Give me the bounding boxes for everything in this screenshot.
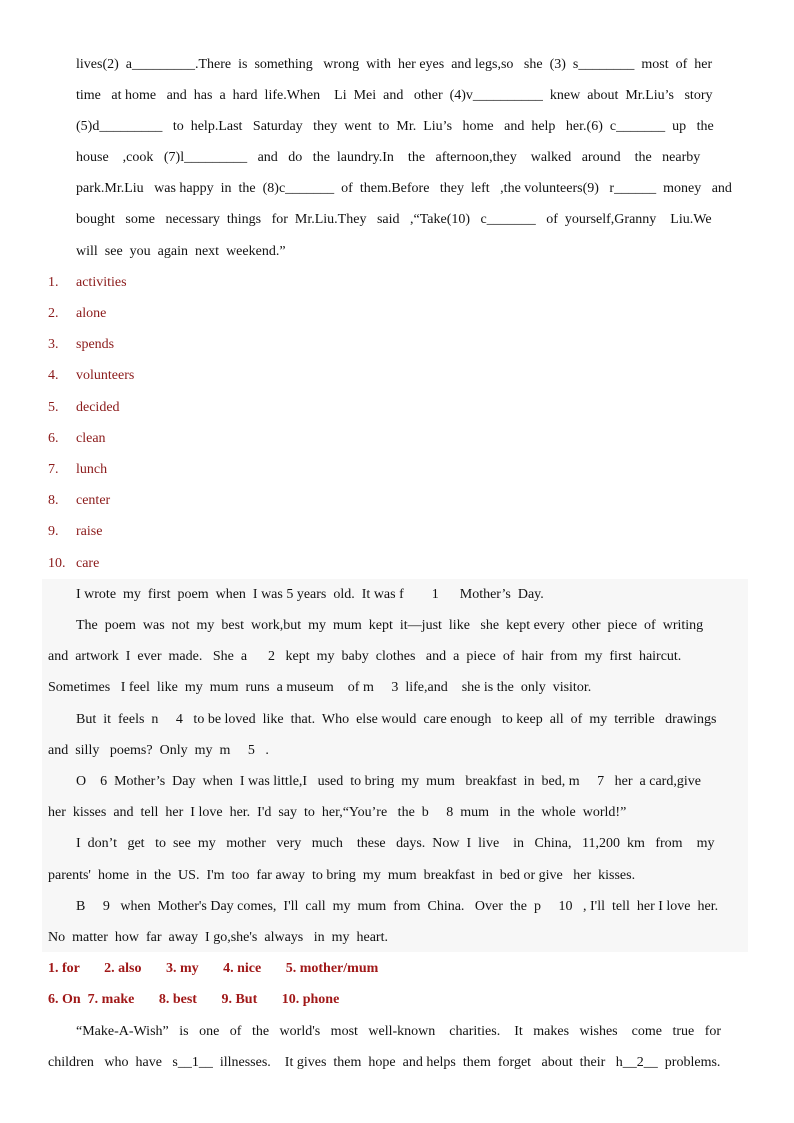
answer1-item: 4. volunteers (48, 368, 135, 383)
answer1-item: 6. clean (48, 431, 106, 446)
answer1-item: 9. raise (48, 524, 103, 539)
passage2-line-4: Sometimes I feel like my mum runs a museum of m 3 life,and she is the only visitor. (48, 680, 592, 695)
passage2-line-8: her kisses and tell her I love her. I'd say to her,“You’re the b 8 mum in the whole world!” (48, 805, 627, 820)
passage1-line-7: will see you again next weekend.” (76, 244, 286, 259)
answer1-item: 8. center (48, 493, 111, 508)
passage3-line-1: “Make-A-Wish” is one of the world's most well-known charities. It makes wishes come true for (76, 1024, 722, 1039)
passage2-line-2: The poem was not my best work,but my mum kept it—just like she kept every other piece of writing (76, 618, 704, 633)
passage2-line-6: and silly poems? Only my m 5 . (48, 743, 269, 758)
answer1-item: 10. care (48, 556, 100, 571)
passage1-line-2: time at home and has a hard life.When Li Mei and other (4)v__________ knew about Mr.Liu’s story (76, 88, 713, 103)
passage2-line-12: No matter how far away I go,she's always in my heart. (48, 930, 388, 945)
answers2-row-1: 1. for 2. also 3. my 4. nice 5. mother/mum (48, 961, 379, 976)
answer1-item: 1. activities (48, 275, 127, 290)
passage2-line-1: I wrote my first poem when I was 5 years old. It was f 1 Mother’s Day. (76, 587, 544, 602)
passage1-line-1: lives(2) a_________.There is something wrong with her eyes and legs,so she (3) s________ most of her (76, 57, 713, 72)
answer1-item: 5. decided (48, 400, 120, 415)
passage2-line-11: B 9 when Mother's Day comes, I'll call my mum from China. Over the p 10 , I'll tell her I love her. (76, 899, 719, 914)
answer1-item: 7. lunch (48, 462, 108, 477)
passage2-line-3: and artwork I ever made. She a 2 kept my baby clothes and a piece of hair from my first haircut. (48, 649, 682, 664)
passage2-line-7: O 6 Mother’s Day when I was little,I used to bring my mum breakfast in bed, m 7 her a card,give (76, 774, 701, 789)
passage1-line-6: bought some necessary things for Mr.Liu.They said ,“Take(10) c_______ of yourself,Granny Liu.We (76, 212, 712, 227)
answers2-row-2: 6. On 7. make 8. best 9. But 10. phone (48, 992, 340, 1007)
passage1-line-5: park.Mr.Liu was happy in the (8)c_______ of them.Before they left ,the volunteers(9) r______ money and (76, 181, 732, 196)
passage1-line-3: (5)d_________ to help.Last Saturday they went to Mr. Liu’s home and help her.(6) c_______ up the (76, 119, 714, 134)
passage2-line-10: parents' home in the US. I'm too far away to bring my mum breakfast in bed or give her kisses. (48, 868, 636, 883)
answer1-item: 3. spends (48, 337, 115, 352)
answer1-item: 2. alone (48, 306, 107, 321)
passage2-line-5: But it feels n 4 to be loved like that. Who else would care enough to keep all of my terrible drawings (76, 712, 717, 727)
passage1-line-4: house ,cook (7)l_________ and do the laundry.In the afternoon,they walked around the nearby (76, 150, 701, 165)
passage3-line-2: children who have s__1__ illnesses. It gives them hope and helps them forget about their h__2__ problems. (48, 1055, 721, 1070)
passage2-line-9: I don’t get to see my mother very much these days. Now I live in China, 11,200 km from my (76, 836, 715, 851)
